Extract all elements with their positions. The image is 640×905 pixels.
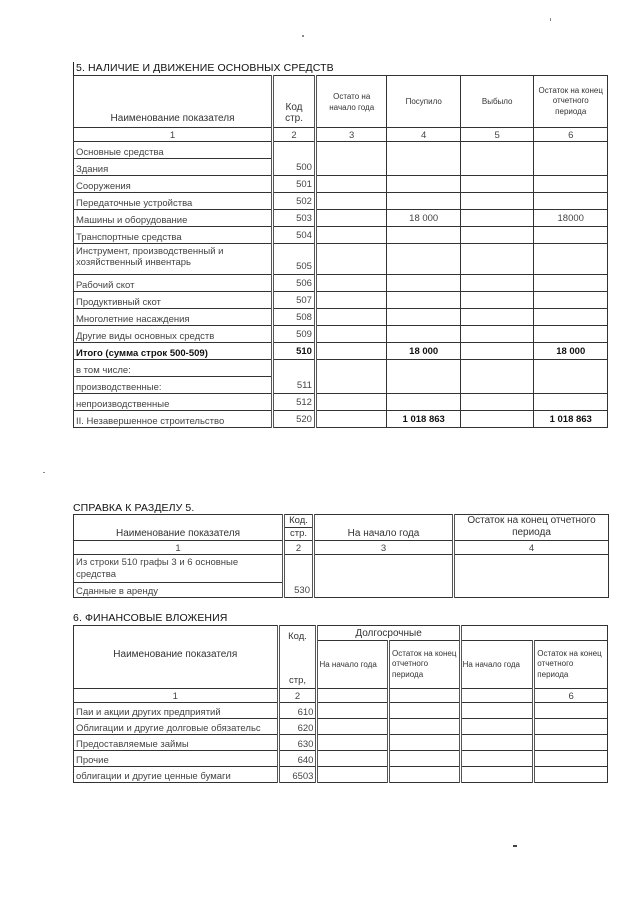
cell-end[interactable]: 18000: [534, 210, 608, 227]
financial-investments-rows: [74, 703, 608, 783]
cell-received[interactable]: 1 018 863: [387, 411, 461, 428]
cell-disposed[interactable]: [460, 326, 534, 343]
row-code: 640: [278, 751, 317, 767]
cell-end[interactable]: [534, 275, 608, 292]
cell-begin[interactable]: [315, 309, 386, 326]
row-code: 505: [273, 244, 316, 275]
cell-begin[interactable]: [315, 292, 386, 309]
cell-shortterm-begin[interactable]: [460, 719, 534, 735]
col-num-4: 4: [387, 128, 461, 142]
cell-longterm-end[interactable]: [389, 703, 461, 719]
row-code: 507: [273, 292, 316, 309]
reference-begin-cell[interactable]: [314, 555, 454, 598]
table-row: [74, 411, 608, 428]
cell-received[interactable]: [387, 326, 461, 343]
table-row: [74, 751, 608, 767]
cell-shortterm-begin[interactable]: [460, 703, 534, 719]
cell-begin[interactable]: [315, 193, 386, 210]
section-6-title: 6. ФИНАНСОВЫЕ ВЛОЖЕНИЯ: [73, 612, 228, 624]
row-name: Итого (сумма строк 500-509): [74, 343, 273, 360]
table-row: [74, 719, 608, 735]
row-code: 502: [273, 193, 316, 210]
cell-shortterm-end[interactable]: [534, 735, 608, 751]
cell-shortterm-end[interactable]: [534, 751, 608, 767]
row-code: 610: [278, 703, 317, 719]
cell-received[interactable]: [387, 360, 461, 394]
row-code: 508: [273, 309, 316, 326]
ref-col-num-3: 3: [314, 541, 454, 555]
cell-disposed[interactable]: [460, 227, 534, 244]
cell-received[interactable]: 18 000: [387, 343, 461, 360]
cell-longterm-begin[interactable]: [317, 735, 389, 751]
table-row: [74, 210, 608, 227]
row-name: Сооружения: [74, 176, 273, 193]
reference-header-name: Наименование показателя: [74, 515, 284, 541]
cell-shortterm-end[interactable]: [534, 767, 608, 783]
reference-column-numbers-row: [74, 541, 609, 555]
scan-speck: [43, 472, 45, 473]
col-num-6: 6: [534, 689, 608, 703]
cell-begin[interactable]: [315, 326, 386, 343]
fixed-assets-table: [73, 75, 608, 428]
reference-row-name: Сданные в аренду: [74, 583, 284, 598]
cell-longterm-begin[interactable]: [317, 751, 389, 767]
row-name: непроизводственные: [74, 394, 273, 411]
col-num-4: [389, 689, 461, 703]
header-begin: На начало года: [317, 641, 389, 689]
cell-received[interactable]: [387, 292, 461, 309]
cell-disposed[interactable]: [460, 343, 534, 360]
row-name: производственные:: [74, 377, 273, 394]
cell-shortterm-begin[interactable]: [460, 751, 534, 767]
row-name: Передаточные устройства: [74, 193, 273, 210]
reference-end-cell[interactable]: [454, 555, 609, 598]
code-label-bottom: стр,: [289, 675, 307, 686]
col-num-1: 1: [74, 128, 273, 142]
cell-end[interactable]: [534, 309, 608, 326]
reference-header-row: [74, 515, 609, 541]
cell-begin[interactable]: [315, 176, 386, 193]
row-name: Облигации и другие долговые обязательс: [74, 719, 279, 735]
cell-shortterm-end[interactable]: [534, 703, 608, 719]
code-label-top: Код.: [288, 631, 307, 642]
cell-longterm-end[interactable]: [389, 719, 461, 735]
cell-longterm-end[interactable]: [389, 735, 461, 751]
row-code: 510: [273, 343, 316, 360]
table-row: [74, 142, 608, 159]
cell-disposed[interactable]: [460, 411, 534, 428]
row-name: Другие виды основных средств: [74, 326, 273, 343]
col-num-2: 2: [278, 689, 317, 703]
cell-longterm-begin[interactable]: [317, 767, 389, 783]
table-row: [74, 244, 608, 275]
ref-col-num-1: 1: [74, 541, 284, 555]
section-5: [73, 62, 608, 428]
reference-title: СПРАВКА К РАЗДЕЛУ 5.: [73, 502, 195, 514]
cell-begin[interactable]: [315, 244, 386, 275]
cell-begin[interactable]: [315, 210, 386, 227]
cell-end[interactable]: [534, 326, 608, 343]
table-row: [74, 176, 608, 193]
header-end: Остаток на конец отчетного периода: [389, 641, 461, 689]
table-row: [74, 292, 608, 309]
row-code: 6503: [278, 767, 317, 783]
scan-speck: [550, 18, 551, 21]
cell-disposed[interactable]: [460, 193, 534, 210]
header-received: Посупило: [387, 76, 461, 128]
cell-received[interactable]: [387, 244, 461, 275]
row-code: 520: [273, 411, 316, 428]
reference-row: [74, 555, 609, 583]
section-6: [73, 612, 608, 783]
row-name: Многолетние насаждения: [74, 309, 273, 326]
col-num-3: 3: [315, 128, 386, 142]
col-num-1: 1: [74, 689, 279, 703]
cell-shortterm-end[interactable]: [534, 719, 608, 735]
reference-table: [73, 514, 609, 598]
cell-disposed[interactable]: [460, 210, 534, 227]
col-num-5: [460, 689, 534, 703]
fixed-assets-rows: [74, 142, 608, 428]
cell-received[interactable]: [387, 142, 461, 176]
cell-begin[interactable]: [315, 227, 386, 244]
header-begin-2: На начало года: [460, 641, 534, 689]
cell-disposed[interactable]: [460, 244, 534, 275]
table-row: [74, 275, 608, 292]
cell-longterm-begin[interactable]: [317, 719, 389, 735]
cell-end[interactable]: 18 000: [534, 343, 608, 360]
reference-row-name: Из строки 510 графы 3 и 6 основные средства: [74, 555, 284, 583]
header-name: Наименование показателя: [74, 626, 279, 689]
cell-end[interactable]: [534, 394, 608, 411]
row-code: 620: [278, 719, 317, 735]
reference-header-end: Остаток на конец отчетного периода: [454, 515, 609, 541]
cell-end[interactable]: 1 018 863: [534, 411, 608, 428]
ref-col-num-2: 2: [284, 541, 314, 555]
cell-end[interactable]: [534, 227, 608, 244]
cell-begin[interactable]: [315, 343, 386, 360]
header-begin: Остато на начало года: [315, 76, 386, 128]
cell-received[interactable]: [387, 227, 461, 244]
cell-disposed[interactable]: [460, 142, 534, 176]
cell-received[interactable]: [387, 193, 461, 210]
cell-received[interactable]: [387, 309, 461, 326]
header-end-2: Остаток на конец отчетного периода: [534, 641, 608, 689]
col-num-3: [317, 689, 389, 703]
table-row: [74, 326, 608, 343]
cell-begin[interactable]: [315, 275, 386, 292]
scan-speck: [513, 845, 517, 847]
row-code: 511: [273, 360, 316, 394]
row-name: Прочие: [74, 751, 279, 767]
cell-longterm-end[interactable]: [389, 767, 461, 783]
header-row-top: [74, 626, 608, 641]
cell-longterm-end[interactable]: [389, 751, 461, 767]
cell-begin[interactable]: [315, 411, 386, 428]
cell-end[interactable]: [534, 360, 608, 394]
cell-received[interactable]: [387, 275, 461, 292]
col-num-2: 2: [273, 128, 316, 142]
scan-speck: [302, 35, 304, 37]
row-name: в том числе:: [74, 360, 273, 377]
table-row: [74, 735, 608, 751]
row-name: Продуктивный скот: [74, 292, 273, 309]
cell-longterm-begin[interactable]: [317, 703, 389, 719]
table-row: [74, 703, 608, 719]
cell-received[interactable]: [387, 394, 461, 411]
col-num-5: 5: [460, 128, 534, 142]
code-label-bottom: стр.: [289, 528, 308, 539]
cell-disposed[interactable]: [460, 360, 534, 394]
table-row: [74, 394, 608, 411]
cell-begin[interactable]: [315, 394, 386, 411]
table-row: [74, 767, 608, 783]
row-code: 630: [278, 735, 317, 751]
row-code: 506: [273, 275, 316, 292]
cell-disposed[interactable]: [460, 292, 534, 309]
row-name: II. Незавершенное строительство: [74, 411, 273, 428]
row-name: Машины и оборудование: [74, 210, 273, 227]
row-name: Транспортные средства: [74, 227, 273, 244]
cell-shortterm-begin[interactable]: [460, 735, 534, 751]
row-name: Здания: [74, 159, 273, 176]
cell-end[interactable]: [534, 176, 608, 193]
cell-disposed[interactable]: [460, 176, 534, 193]
reference-row-code: 530: [284, 555, 314, 598]
header-shortterm: [460, 626, 607, 641]
cell-begin[interactable]: [315, 360, 386, 394]
row-code: 512: [273, 394, 316, 411]
reference-header-begin: На начало года: [314, 515, 454, 541]
row-name: Паи и акции других предприятий: [74, 703, 279, 719]
cell-end[interactable]: [534, 193, 608, 210]
cell-received[interactable]: 18 000: [387, 210, 461, 227]
column-numbers-row: [74, 689, 608, 703]
table-row: [74, 360, 608, 377]
cell-end[interactable]: [534, 142, 608, 176]
financial-investments-table: [73, 625, 608, 783]
code-label-top: Код.: [285, 515, 312, 528]
cell-end[interactable]: [534, 292, 608, 309]
section-5-title: 5. НАЛИЧИЕ И ДВИЖЕНИЕ ОСНОВНЫХ СРЕДСТВ: [73, 62, 608, 75]
row-code: 501: [273, 176, 316, 193]
row-code: 503: [273, 210, 316, 227]
column-numbers-row: [74, 128, 608, 142]
col-num-6: 6: [534, 128, 608, 142]
ref-col-num-4: 4: [454, 541, 609, 555]
cell-end[interactable]: [534, 244, 608, 275]
cell-begin[interactable]: [315, 142, 386, 176]
row-name: Инструмент, производственный и хозяйственный инвентарь: [74, 244, 273, 275]
row-name: Рабочий скот: [74, 275, 273, 292]
cell-received[interactable]: [387, 176, 461, 193]
cell-disposed[interactable]: [460, 275, 534, 292]
header-code: [278, 626, 317, 689]
table-row: [74, 309, 608, 326]
row-name: Основные средства: [74, 142, 273, 159]
row-code: 504: [273, 227, 316, 244]
reference-section-5: [73, 502, 608, 598]
header-name: Наименование показателя: [74, 76, 273, 128]
table-row: [74, 343, 608, 360]
header-longterm: Долгосрочные: [317, 626, 460, 641]
reference-header-code: [284, 515, 314, 541]
cell-disposed[interactable]: [460, 309, 534, 326]
header-row: [74, 76, 608, 128]
table-row: [74, 227, 608, 244]
header-end: Остаток на конец отчетного периода: [534, 76, 608, 128]
row-name: Предоставляемые займы: [74, 735, 279, 751]
header-code: Код стр.: [273, 76, 316, 128]
cell-disposed[interactable]: [460, 394, 534, 411]
row-code: 500: [273, 142, 316, 176]
cell-shortterm-begin[interactable]: [460, 767, 534, 783]
row-name: облигации и другие ценные бумаги: [74, 767, 279, 783]
table-row: [74, 193, 608, 210]
row-code: 509: [273, 326, 316, 343]
header-disposed: Выбыло: [460, 76, 534, 128]
